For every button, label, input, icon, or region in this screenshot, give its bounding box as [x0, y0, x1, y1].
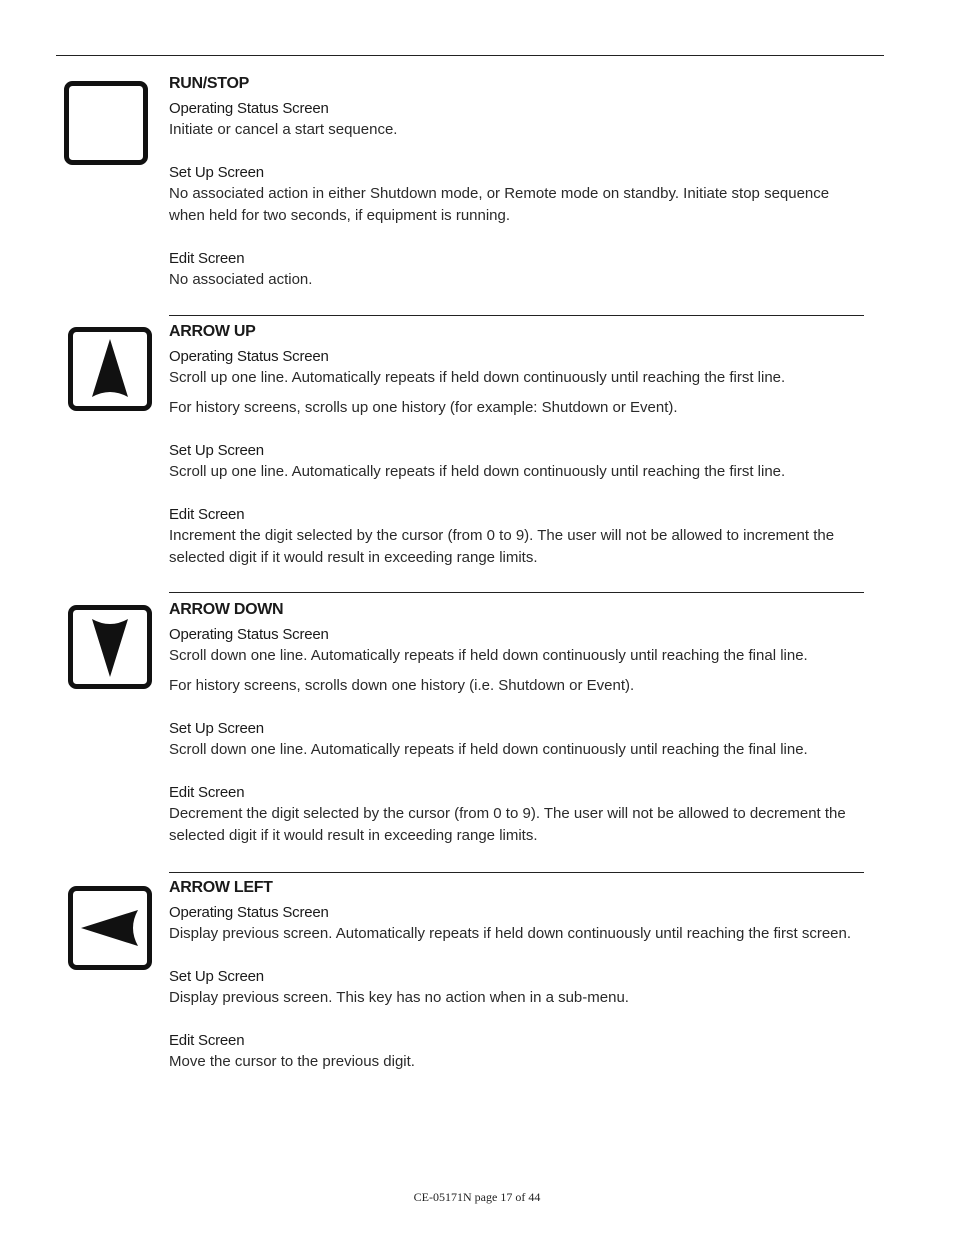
- edit-text: Increment the digit selected by the cursor (from 0 to 9). The user will not be allowed to increment the selected digit if it would result in exceeding range limits.: [169, 527, 835, 566]
- operating-status-heading: Operating Status Screen: [169, 348, 329, 365]
- edit-heading: Edit Screen: [169, 506, 245, 523]
- section-divider: [169, 315, 864, 316]
- set-up-heading: Set Up Screen: [169, 164, 264, 181]
- set-up-heading: Set Up Screen: [169, 968, 264, 985]
- edit-text: No associated action.: [169, 271, 313, 288]
- set-up-text: No associated action in either Shutdown mode, or Remote mode on standby. Initiate stop sequence when held for two seconds, if equipment is running.: [169, 185, 830, 224]
- section-title: RUN/STOP: [169, 75, 249, 92]
- operating-status-text-history: For history screens, scrolls up one history (for example: Shutdown or Event).: [169, 399, 678, 416]
- section-title: ARROW LEFT: [169, 879, 273, 896]
- arrow-down-key-icon: [68, 605, 152, 689]
- operating-status-text-history: For history screens, scrolls down one history (i.e. Shutdown or Event).: [169, 677, 635, 694]
- set-up-text: Scroll up one line. Automatically repeats if held down continuously until reaching the first line.: [169, 463, 786, 480]
- operating-status-text: Scroll up one line. Automatically repeats if held down continuously until reaching the first line.: [169, 369, 786, 386]
- section-content: [169, 323, 864, 569]
- page-footer: CE-05171N page 17 of 44: [413, 1190, 541, 1204]
- section-content: [169, 879, 864, 1073]
- set-up-text: Display previous screen. This key has no action when in a sub-menu.: [169, 989, 629, 1006]
- set-up-heading: Set Up Screen: [169, 442, 264, 459]
- arrow-up-key-icon: [68, 327, 152, 411]
- operating-status-heading: Operating Status Screen: [169, 626, 329, 643]
- section-title: ARROW DOWN: [169, 601, 284, 618]
- edit-heading: Edit Screen: [169, 1032, 245, 1049]
- set-up-text: Scroll down one line. Automatically repeats if held down continuously until reaching the final line.: [169, 741, 808, 758]
- edit-heading: Edit Screen: [169, 250, 245, 267]
- section-divider: [169, 592, 864, 593]
- operating-status-text: Scroll down one line. Automatically repeats if held down continuously until reaching the final line.: [169, 647, 808, 664]
- run-stop-key-icon: [64, 81, 148, 165]
- operating-status-heading: Operating Status Screen: [169, 904, 329, 921]
- edit-text: Move the cursor to the previous digit.: [169, 1053, 415, 1070]
- arrow-left-key-icon: [68, 886, 152, 970]
- section-content: [169, 75, 864, 291]
- edit-text: Decrement the digit selected by the cursor (from 0 to 9). The user will not be allowed to decrement the selected digit if it would result in exceeding range limits.: [169, 805, 846, 844]
- operating-status-text: Initiate or cancel a start sequence.: [169, 121, 398, 138]
- section-content: [169, 601, 864, 847]
- edit-heading: Edit Screen: [169, 784, 245, 801]
- operating-status-text: Display previous screen. Automatically repeats if held down continuously until reaching the first screen.: [169, 925, 852, 942]
- set-up-heading: Set Up Screen: [169, 720, 264, 737]
- section-title: ARROW UP: [169, 323, 256, 340]
- section-divider: [169, 872, 864, 873]
- top-rule: [56, 55, 884, 56]
- operating-status-heading: Operating Status Screen: [169, 100, 329, 117]
